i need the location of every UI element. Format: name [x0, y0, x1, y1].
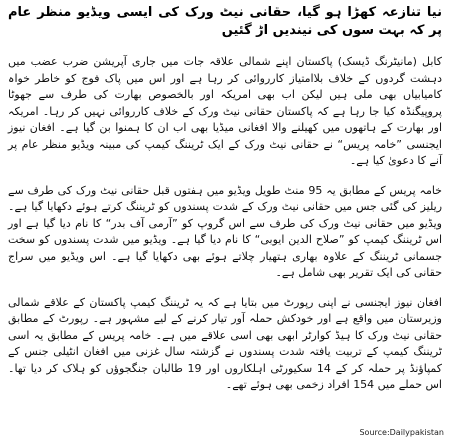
article-headline: نیا تنازعہ کھڑا ہو گیا، حقانی نیٹ ورک کی ایسی ویڈیو منظر عام پر کہ بہت سوں کی نیندیں اڑ گئیں [8, 5, 442, 38]
source-credit: Source:Dailypakistan [359, 428, 444, 437]
news-article [8, 4, 442, 407]
article-paragraph: خامہ پریس کے مطابق یہ 95 منٹ طویل ویڈیو میں ہفتوں قبل حقانی نیٹ ورک کی طرف سے ریلیز کی گئی جس میں حقانی نیٹ ورک کے شدت پسندوں کو ٹریننگ کرتے ہوئے دکھایا گیا ہے۔ ویڈیو میں حقانی نیٹ ورک کی طرف سے اس گروپ کو ”آرمی آف بدر“ کا نام دیا گیا ہے اور اس ٹریننگ کیمپ کو ”صلاح الدین ایوبی“ کا نام دیا گیا ہے۔ ویڈیو میں شدت پسندوں کو سخت جسمانی ٹریننگ کے علاوہ بھاری ہتھیار چلاتے ہوئے بھی دکھایا گیا ہے۔ اس ویڈیو میں سراج حقانی کی ایک تقریر بھی شامل ہے۔ [8, 183, 442, 279]
article-paragraph: افغان نیوز ایجنسی نے اپنی رپورٹ میں بتایا ہے کہ یہ ٹریننگ کیمپ پاکستان کے علاقے شمالی وزیرستان میں واقع ہے اور خودکش حملہ آور تیار کرنے کے لیے مشہور ہے۔ رپورٹ کے مطابق حقانی نیٹ ورک کا ہیڈ کوارٹر ابھی بھی اسی علاقے میں ہے۔ خامہ پریس کے مطابق یہ اسی ٹریننگ کیمپ کے تربیت یافتہ شدت پسندوں نے گزشتہ سال غزنی میں افغان انٹیلی جنس کے کمپاؤنڈ پر حملہ کر کے 14 سکیورٹی اہلکاروں اور 19 طالبان جنگجوؤں کو ہلاک کر دیا تھا۔ اس حملے میں 154 افراد زخمی بھی ہوئے تھے۔ [8, 295, 442, 391]
article-paragraph: کابل (مانیٹرنگ ڈیسک) پاکستان اپنے شمالی علاقہ جات میں جاری آپریشن ضرب عضب میں دہشت گردوں کے خلاف بلاامتیاز کارروائی کر رہا ہے اور اس میں پاک فوج کو خاطر خواہ کامیابیاں بھی ملی ہیں لیکن اب بھی امریکہ اور بالخصوص بھارت کی طرف سے جھوٹا پروپیگنڈہ کیا جا رہا ہے کہ پاکستان حقانی نیٹ ورک کے خلاف کارروائی نہیں کر رہا۔ امریکہ اور بھارت کے ہاتھوں میں کھیلنے والا افغانی میڈیا بھی اب ان کا ہمنوا بن گیا ہے۔ افغان نیوز ایجنسی ”خامہ پریس“ نے حقانی نیٹ ورک کے ایک ٹریننگ کیمپ کی مبینہ ویڈیو منظر عام پر آنے کا دعویٰ کیا ہے۔ [8, 55, 442, 167]
